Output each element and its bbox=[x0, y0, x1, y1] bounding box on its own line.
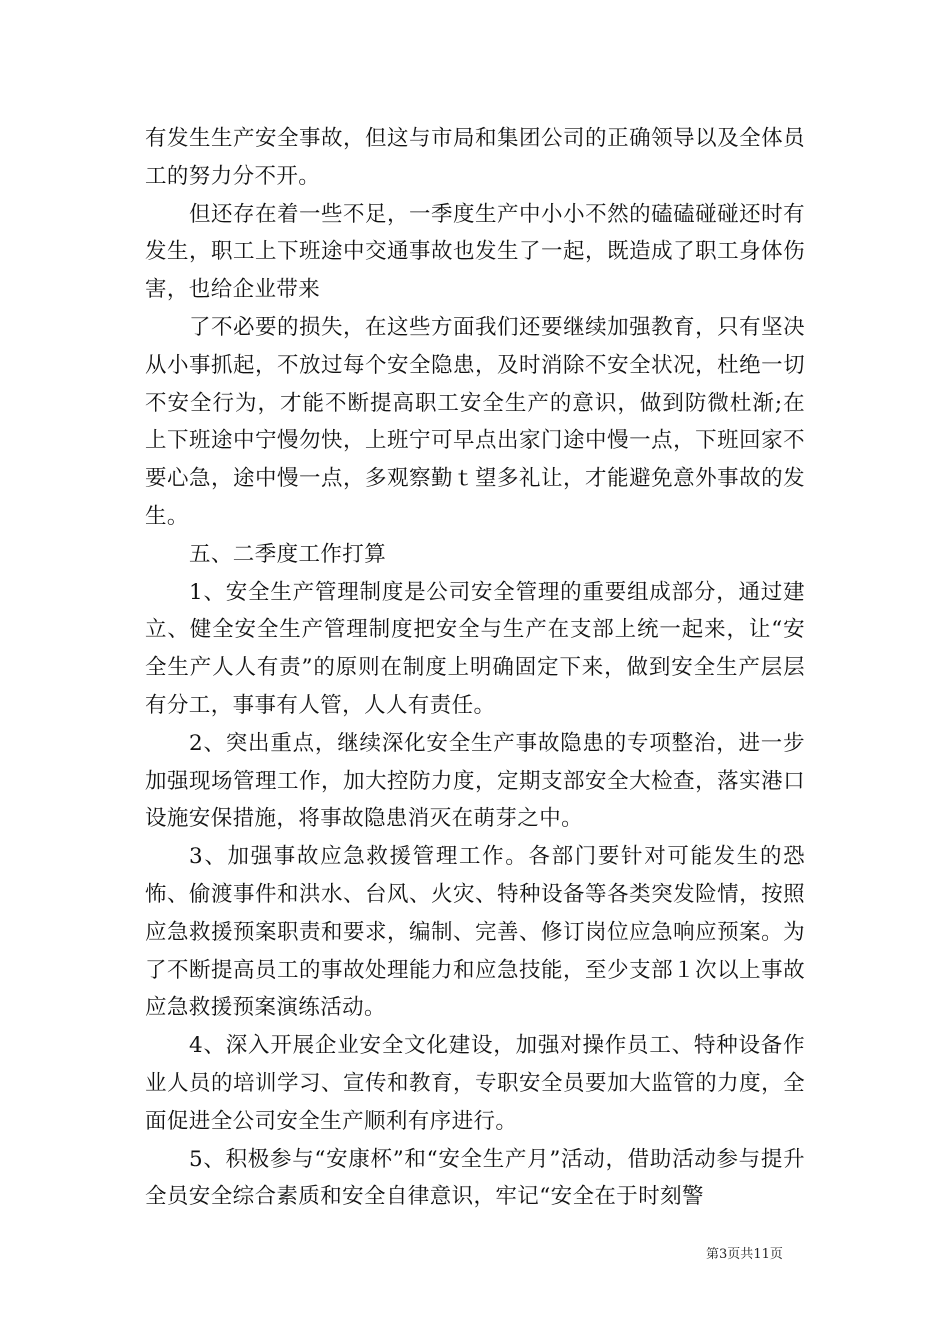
paragraph-item-1: 1、安全生产管理制度是公司安全管理的重要组成部分，通过建立、健全安全生产管理制度把安全与生产在支部上统一起来，让“安全生产人人有责”的原则在制度上明确固定下来，做到安全生产层层有分工，事事有人管，人人有责任。 bbox=[145, 579, 805, 718]
footer-total-pages: 11 bbox=[753, 1247, 770, 1262]
footer-middle: 页共 bbox=[727, 1247, 754, 1262]
paragraph-item-4: 4、深入开展企业安全文化建设，加强对操作员工、特种设备作业人员的培训学习、宣传和教育，专职安全员要加大监管的力度，全面促进全公司安全生产顺利有序进行。 bbox=[145, 1033, 805, 1134]
paragraph-shortcomings: 但还存在着一些不足，一季度生产中小小不然的磕磕碰碰还时有发生，职工上下班途中交通事故也发生了一起，既造成了职工身体伤害，也给企业带来 bbox=[145, 201, 805, 303]
paragraph-item-5: 5、积极参与“安康杯”和“安全生产月”活动，借助活动参与提升全员安全综合素质和安全自律意识，牢记“安全在于时刻警 bbox=[145, 1146, 805, 1210]
paragraph-losses: 了不必要的损失，在这些方面我们还要继续加强教育，只有坚决从小事抓起，不放过每个安全隐患，及时消除不安全状况，杜绝一切不安全行为，才能不断提高职工安全生产的意识，做到防微杜渐;在上下班途中宁慢勿快，上班宁可早点出家门途中慢一点，下班回家不要心急，途中慢一点，多观察勤ｔ望多礼让，才能避免意外事故的发生。 bbox=[145, 314, 805, 529]
section-heading-q2-plan: 五、二季度工作打算 bbox=[189, 541, 387, 567]
paragraph-item-2: 2、突出重点，继续深化安全生产事故隐患的专项整治，进一步加强现场管理工作，加大控防力度，定期支部安全大检查，落实港口设施安保措施，将事故隐患消灭在萌芽之中。 bbox=[145, 730, 805, 832]
paragraph-continuation: 有发生生产安全事故，但这与市局和集团公司的正确领导以及全体员工的努力分不开。 bbox=[145, 126, 805, 189]
paragraph-item-3: 3、加强事故应急救援管理工作。各部门要针对可能发生的恐怖、偷渡事件和洪水、台风、火灾、特种设备等各类突发险情，按照应急救援预案职责和要求，编制、完善、修订岗位应急响应预案。为了不断提高员工的事故处理能力和应急技能，至少支部１次以上事故应急救援预案演练活动。 bbox=[145, 844, 805, 1021]
footer-suffix: 页 bbox=[769, 1247, 783, 1262]
page-footer bbox=[706, 1247, 783, 1263]
document-body bbox=[145, 120, 805, 1216]
footer-current-page: 3 bbox=[719, 1247, 728, 1262]
footer-prefix: 第 bbox=[706, 1247, 720, 1262]
